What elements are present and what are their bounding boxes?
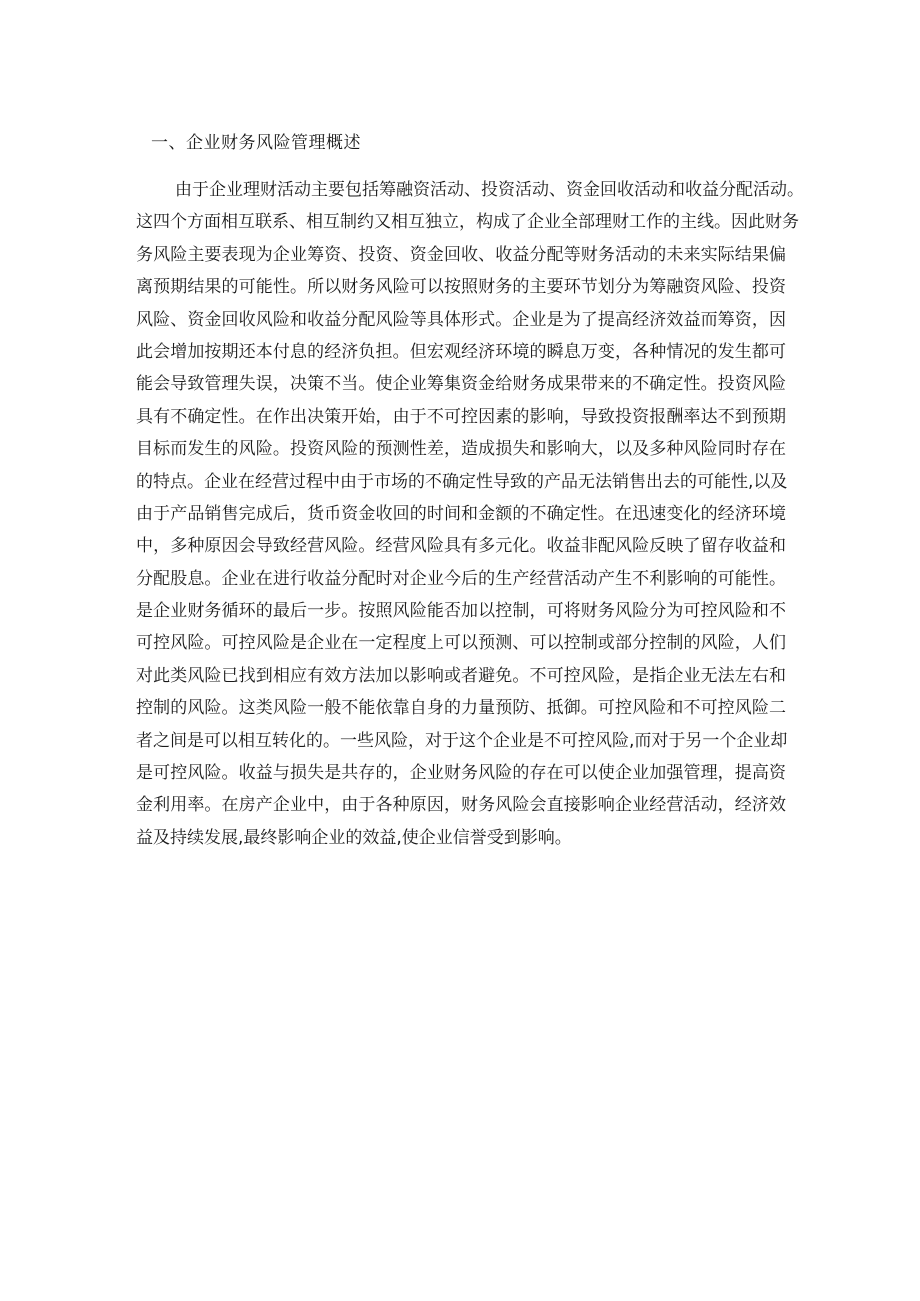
paragraph-line: 分配股息。企业在进行收益分配时对企业今后的生产经营活动产生不利影响的可能性。 bbox=[136, 568, 786, 589]
paragraph-line: 是企业财务循环的最后一步。按照风险能否加以控制，可将财务风险分为可控风险和不 bbox=[136, 601, 786, 622]
paragraph-line: 由于产品销售完成后，货币资金收回的时间和金额的不确定性。在迅速变化的经济环境 bbox=[136, 503, 786, 524]
paragraph-line: 风险、资金回收风险和收益分配风险等具体形式。企业是为了提高经济效益而筹资，因 bbox=[136, 309, 786, 330]
paragraph-line: 具有不确定性。在作出决策开始，由于不可控因素的影响，导致投资报酬率达不到预期 bbox=[136, 406, 786, 427]
paragraph-line: 可控风险。可控风险是企业在一定程度上可以预测、可以控制或部分控制的风险，人们 bbox=[136, 633, 786, 654]
paragraph-line: 离预期结果的可能性。所以财务风险可以按照财务的主要环节划分为筹融资风险、投资 bbox=[136, 277, 786, 298]
paragraph-line: 中，多种原因会导致经营风险。经营风险具有多元化。收益非配风险反映了留存收益和 bbox=[136, 536, 786, 557]
paragraph-line: 益及持续发展,最终影响企业的效益,使企业信誉受到影响。 bbox=[136, 827, 572, 848]
paragraph-line: 此会增加按期还本付息的经济负担。但宏观经济环境的瞬息万变，各种情况的发生都可 bbox=[136, 341, 786, 362]
paragraph-line: 控制的风险。这类风险一般不能依靠自身的力量预防、抵御。可控风险和不可控风险二 bbox=[136, 698, 786, 719]
body-paragraph bbox=[136, 174, 804, 854]
paragraph-line: 是可控风险。收益与损失是共存的，企业财务风险的存在可以使企业加强管理，提高资 bbox=[136, 763, 786, 784]
paragraph-line: 能会导致管理失误，决策不当。使企业筹集资金给财务成果带来的不确定性。投资风险 bbox=[136, 374, 786, 395]
paragraph-line: 由于企业理财活动主要包括筹融资活动、投资活动、资金回收活动和收益分配活动。 bbox=[175, 180, 804, 200]
paragraph-line: 者之间是可以相互转化的。一些风险，对于这个企业是不可控风险,而对于另一个企业却 bbox=[136, 730, 788, 751]
paragraph-line: 这四个方面相互联系、相互制约又相互独立，构成了企业全部理财工作的主线。因此财务 bbox=[136, 212, 799, 233]
section-heading: 一、企业财务风险管理概述 bbox=[151, 133, 361, 153]
paragraph-line: 的特点。企业在经营过程中由于市场的不确定性导致的产品无法销售出去的可能性,以及 bbox=[136, 471, 788, 492]
paragraph-line: 目标而发生的风险。投资风险的预测性差，造成损失和影响大，以及多种风险同时存在 bbox=[136, 439, 786, 460]
paragraph-line: 对此类风险已找到相应有效方法加以影响或者避免。不可控风险，是指企业无法左右和 bbox=[136, 665, 786, 686]
paragraph-line: 务风险主要表现为企业筹资、投资、资金回收、收益分配等财务活动的未来实际结果偏 bbox=[136, 244, 786, 265]
paragraph-line: 金利用率。在房产企业中，由于各种原因，财务风险会直接影响企业经营活动，经济效 bbox=[136, 795, 786, 816]
